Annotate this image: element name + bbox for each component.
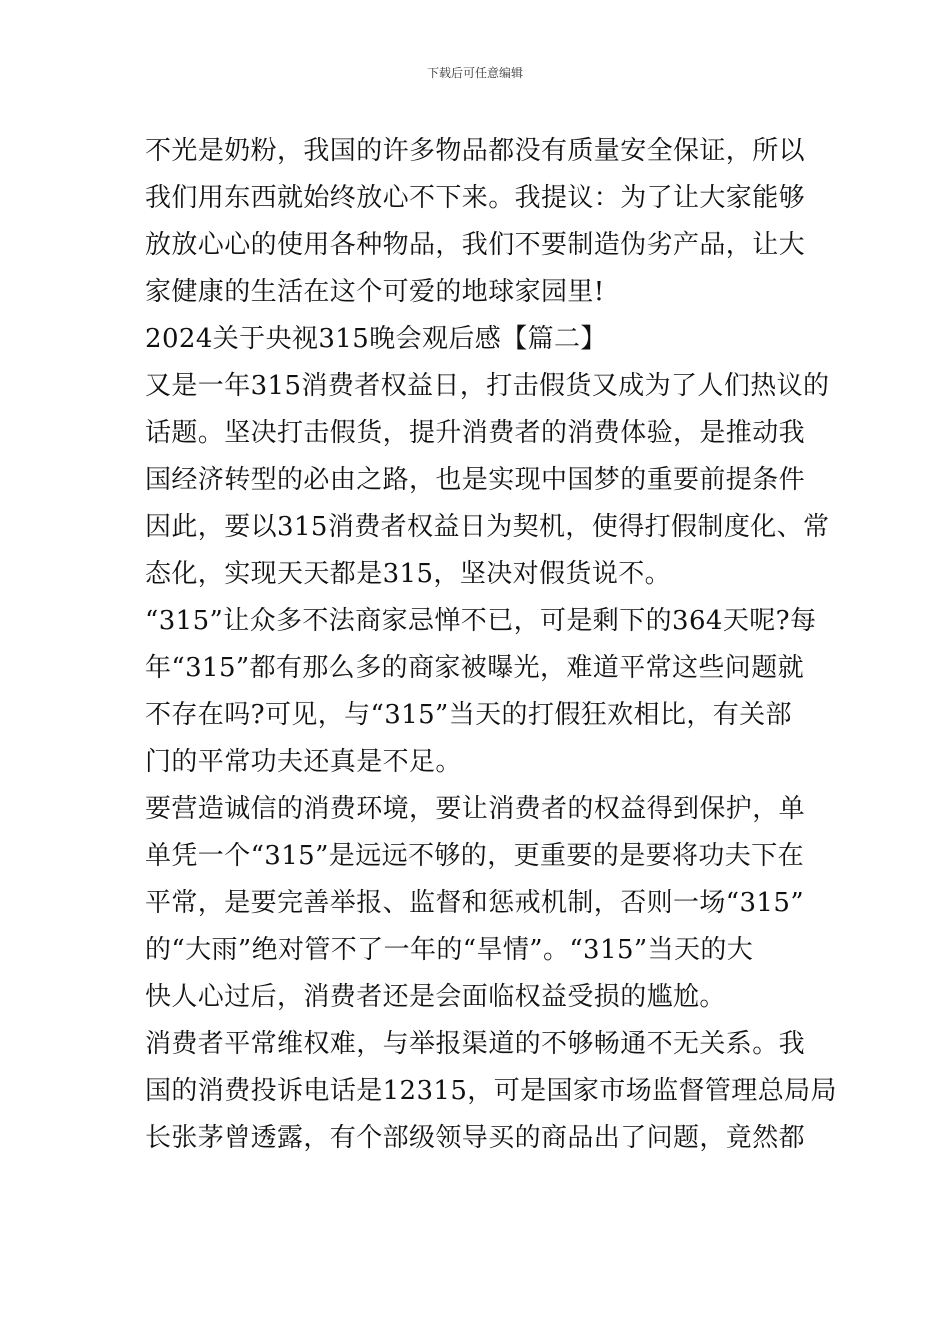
text-line: 快人心过后，消费者还是会面临权益受损的尴尬。 [145,982,726,1012]
text-line: 年“315”都有那么多的商家被曝光，难道平常这些问题就 [145,653,805,683]
text-line: 平常，是要完善举报、监督和惩戒机制，否则一场“315” [145,888,805,918]
text-line: 不光是奶粉，我国的许多物品都没有质量安全保证，所以 [145,136,806,166]
text-line: 话题。坚决打击假货，提升消费者的消费体验，是推动我 [145,418,806,448]
text-line: 要营造诚信的消费环境，要让消费者的权益得到保护，单 [145,794,806,824]
text-line: 又是一年315消费者权益日，打击假货又成为了人们热议的 [145,371,830,401]
text-line: 放放心心的使用各种物品，我们不要制造伪劣产品，让大 [145,230,806,260]
text-line: 长张茅曾透露，有个部级领导买的商品出了问题，竟然都 [145,1123,806,1153]
text-line: 不存在吗?可见，与“315”当天的打假狂欢相比，有关部 [145,700,792,730]
text-line: 因此，要以315消费者权益日为契机，使得打假制度化、常 [145,512,830,542]
text-line: 家健康的生活在这个可爱的地球家园里! [145,277,605,307]
text-line: 的“大雨”绝对管不了一年的“旱情”。“315”当天的大 [145,935,754,965]
text-line: “315”让众多不法商家忌惮不已，可是剩下的364天呢?每 [145,606,817,636]
text-line: 单凭一个“315”是远远不够的，更重要的是要将功夫下在 [145,841,805,871]
text-line: 国的消费投诉电话是12315，可是国家市场监督管理总局局 [145,1076,837,1106]
section-heading: 2024关于央视315晚会观后感【篇二】 [145,324,607,354]
page-header-note: 下载后可任意编辑 [426,66,523,80]
text-line: 门的平常功夫还真是不足。 [145,747,462,777]
text-line: 态化，实现天天都是315，坚决对假货说不。 [145,559,672,589]
document-body [145,128,837,1162]
text-line: 消费者平常维权难，与举报渠道的不够畅通不无关系。我 [145,1029,806,1059]
text-line: 我们用东西就始终放心不下来。我提议：为了让大家能够 [145,183,806,213]
text-line: 国经济转型的必由之路，也是实现中国梦的重要前提条件 [145,465,806,495]
